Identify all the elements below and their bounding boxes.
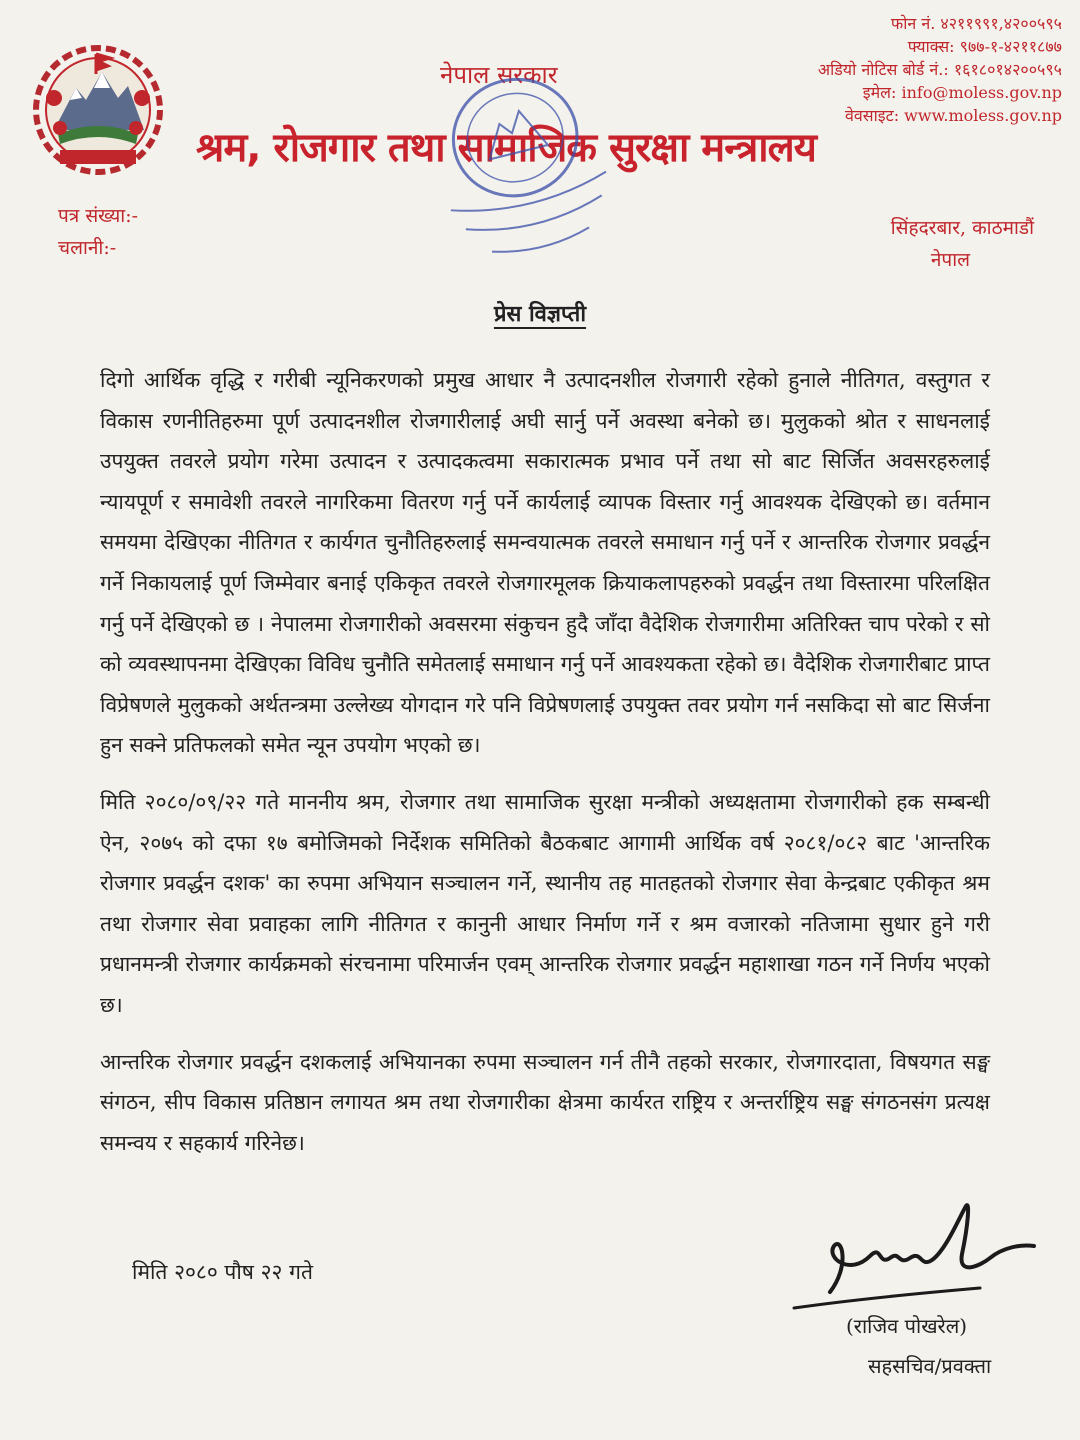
signatory-title: सहसचिव/प्रवक्ता	[868, 1354, 992, 1378]
document-body	[100, 360, 990, 1179]
office-stamp-icon	[400, 42, 640, 272]
contact-fax: फ्याक्स: ९७७-१-४२११८७७	[907, 37, 1062, 56]
contact-email: इमेल: info@moless.gov.np	[862, 83, 1062, 102]
paragraph-3: आन्तरिक रोजगार प्रवर्द्धन दशकलाई अभियानका रुपमा सञ्चालन गर्न तीनै तहको सरकार, रोजगारदाता, विषयगत सङ्घ संगठन, सीप विकास प्रतिष्ठान लगायत श्रम तथा रोजगारीका क्षेत्रमा कार्यरत राष्ट्रिय र अन्तर्राष्ट्रिय सङ्घ संगठनसंग प्रत्यक्ष समन्वय र सहकार्य गरिनेछ।	[100, 1049, 990, 1155]
address-line: सिंहदरबार, काठमाडौं	[890, 217, 1034, 239]
contact-phone: फोन नं. ४२११९९१,४२००५९५	[890, 14, 1062, 33]
contact-website: वेवसाइट: www.moless.gov.np	[845, 106, 1062, 125]
government-label: नेपाल सरकार	[440, 61, 558, 89]
document-title: प्रेस विज्ञप्ती	[493, 301, 587, 327]
dispatch-number-label: चलानी:-	[58, 237, 117, 259]
signature-icon	[790, 1196, 1040, 1312]
signatory-name: (राजिव पोखरेल)	[846, 1314, 968, 1338]
paragraph-2: मिति २०८०/०९/२२ गते माननीय श्रम, रोजगार तथा सामाजिक सुरक्षा मन्त्रीको अध्यक्षतामा रोजगारीको हक सम्बन्धी ऐन, २०७५ को दफा १७ बमोजिमको निर्देशक समितिको बैठकबाट आगामी आर्थिक वर्ष २०८१/०८२ बाट 'आन्तरिक रोजगार प्रवर्द्धन दशक' का रुपमा अभियान सञ्चालन गर्ने, स्थानीय तह मातहतको रोजगार सेवा केन्द्रबाट एकीकृत श्रम तथा रोजगार सेवा प्रवाहका लागि नीतिगत र कानुनी आधार निर्माण गर्ने र श्रम वजारको नतिजामा सुधार हुने गरी प्रधानमन्त्री रोजगार कार्यक्रमको संरचनामा परिमार्जन एवम् आन्तरिक रोजगार प्रवर्द्धन महाशाखा गठन गर्ने निर्णय भएको छ।	[100, 789, 990, 1017]
country-line: नेपाल	[930, 249, 970, 271]
ministry-title: श्रम, रोजगार तथा सामाजिक सुरक्षा मन्त्रालय	[196, 125, 816, 171]
issue-date: मिति २०८० पौष २२ गते	[132, 1260, 313, 1284]
paragraph-1: दिगो आर्थिक वृद्धि र गरीबी न्यूनिकरणको प्रमुख आधार नै उत्पादनशील रोजगारी रहेको हुनाले नीतिगत, वस्तुगत र विकास रणनीतिहरुमा पूर्ण उत्पादनशील रोजगारीलाई अघी सार्नु पर्ने अवस्था बनेको छ। मुलुकको श्रोत र साधनलाई उपयुक्त तवरले प्रयोग गरेमा उत्पादन र उत्पादकत्वमा सकारात्मक प्रभाव पर्ने तथा सो बाट सिर्जित अवसरहरुलाई न्यायपूर्ण र समावेशी तवरले नागरिकमा वितरण गर्नु पर्ने कार्यलाई व्यापक विस्तार गर्नु आवश्यक देखिएको छ। वर्तमान समयमा देखिएका नीतिगत र कार्यगत चुनौतिहरुलाई समन्वयात्मक तवरले समाधान गर्नु पर्ने र आन्तरिक रोजगार प्रवर्द्धन गर्ने निकायलाई पूर्ण जिम्मेवार बनाई एकिकृत तवरले रोजगारमूलक क्रियाकलापहरुको प्रवर्द्धन तथा विस्तारमा परिलक्षित गर्नु पर्ने देखिएको छ । नेपालमा रोजगारीको अवसरमा संकुचन हुदै जाँदा वैदेशिक रोजगारीमा अतिरिक्त चाप परेको र सो को व्यवस्थापनमा देखिएका विविध चुनौति समेतलाई समाधान गर्नु पर्ने आवश्यकता रहेको छ। वैदेशिक रोजगारीबाट प्राप्त विप्रेषणले मुलुकको अर्थतन्त्रमा उल्लेख्य योगदान गरे पनि विप्रेषणलाई उपयुक्त तवर प्रयोग गर्न नसकिदा सो बाट सिर्जना हुन सक्ने प्रतिफलको समेत न्यून उपयोग भएको छ।	[100, 368, 990, 758]
address-block	[891, 212, 1034, 276]
reference-block	[58, 200, 138, 264]
contact-audio-notice: अडियो नोटिस बोर्ड नं.: १६१८०१४२००५९५	[817, 60, 1062, 79]
ref-number-label: पत्र संख्या:-	[58, 205, 139, 227]
contact-block	[818, 12, 1062, 127]
nepal-emblem-icon	[24, 38, 172, 178]
